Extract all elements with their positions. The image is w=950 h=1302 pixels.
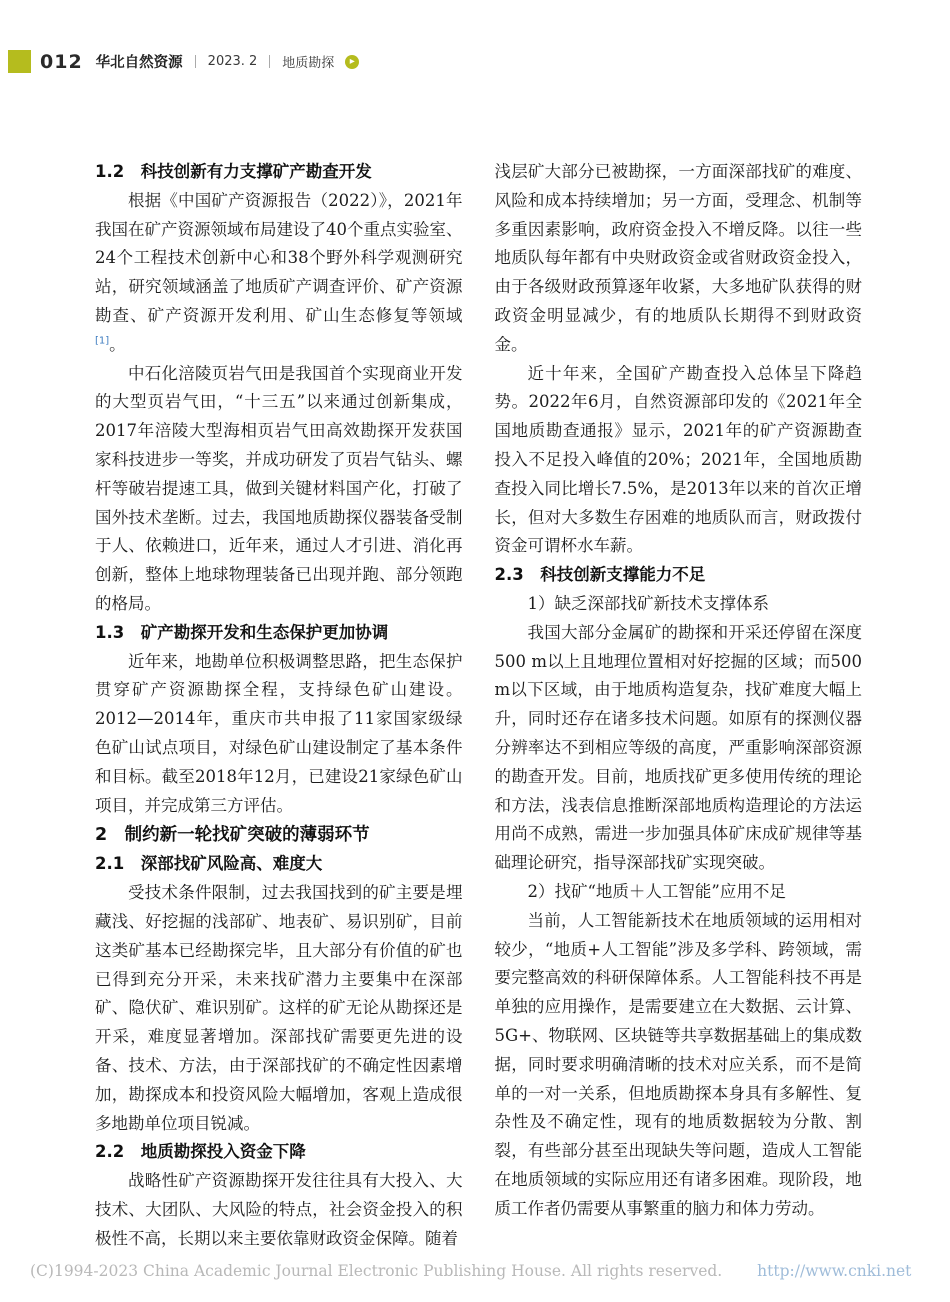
article-body: [95, 158, 862, 1253]
citation-reference-1[interactable]: [1]: [95, 335, 110, 347]
section-arrow-icon: ▸: [345, 55, 359, 69]
paragraph-funding-decline: 战略性矿产资源勘探开发往往具有大投入、大技术、大团队、大风险的特点，社会资金投入的积极性不高，长期以来主要依靠财政资金保障。随着: [95, 1171, 463, 1248]
section-heading-2-2: 2.2 地质勘探投入资金下降: [95, 1142, 306, 1162]
header-divider: [195, 55, 196, 68]
paragraph-metal-mine-depth: 我国大部分金属矿的勘探和开采还停留在深度500 m以上且地理位置相对好挖掘的区域；而500 m以下区域，由于地质构造复杂，找矿难度大幅上升，同时还存在诸多技术问题。如原有的探测仪器分辨率达不到相应等级的高度，严重影响深部资源的勘查开发。目前，地质找矿更多使用传统的理论和方法，浅表信息推断深部地质构造理论的方法运用尚不成熟，需进一步加强具体矿床成矿规律等基础理论研究，指导深部找矿实现突破。: [494, 622, 862, 873]
page-footer: [30, 1262, 911, 1280]
paragraph-ai-application: 当前，人工智能新技术在地质领域的运用相对较少，“地质+人工智能”涉及多学科、跨领域，需要完整高效的科研保障体系。人工智能科技不再是单独的应用操作，是需要建立在大数据、云计算、5G+、物联网、区块链等共享数据基础上的集成数据，同时要求明确清晰的技术对应关系，而不是简单的一对一关系，但地质勘探本身具有多解性、复杂性及不确定性，现有的地质数据较为分散、割裂，有些部分甚至出现缺失等问题，造成人工智能在地质领域的实际应用还有诸多困难。现阶段，地质工作者仍需要从事繁重的脑力和体力劳动。: [494, 910, 863, 1218]
page-header: [8, 50, 359, 73]
left-column: [95, 158, 463, 1253]
page-number: 012: [40, 50, 83, 73]
paragraph-fuling-shale-gas: 中石化涪陵页岩气田是我国首个实现商业开发的大型页岩气田，“十三五”以来通过创新集成，2017年涪陵大型海相页岩气田高效勘探开发获国家科技进步一等奖，并成功研发了页岩气钻头、螺杆等破岩提速工具，做到关键材料国产化，打破了国外技术垄断。过去，我国地质勘探仪器装备受制于人、依赖进口，近年来，通过人才引进、消化再创新，整体上地球物理装备已出现并跑、部分领跑的格局。: [95, 363, 463, 613]
right-column: [495, 158, 863, 1253]
paragraph-text: 。: [109, 334, 126, 354]
paragraph-text: 根据《中国矿产资源报告（2022）》，2021年我国在矿产资源领域布局建设了40个重点实验室、24个工程技术创新中心和38个野外科学观测研究站，研究领域涵盖了地质矿产调查评价、矿产资源勘查、矿产资源开发利用、矿山生态修复等领域: [95, 190, 463, 325]
section-heading-1-2: 1.2 科技创新有力支撑矿产勘查开发: [95, 162, 372, 181]
copyright-text: (C)1994-2023 China Academic Journal Electronic Publishing House. All rights reserved.: [30, 1262, 723, 1280]
paragraph-green-mine: 近年来，地勘单位积极调整思路，把生态保护贯穿矿产资源勘探全程，支持绿色矿山建设。2012—2014年，重庆市共申报了11家国家级绿色矿山试点项目，对绿色矿山建设制定了基本条件和目标。截至2018年12月，已建设21家绿色矿山项目，并完成第三方评估。: [95, 651, 463, 815]
section-heading-1-3: 1.3 矿产勘探开发和生态保护更加协调: [95, 622, 389, 642]
journal-section: 地质勘探: [282, 56, 335, 71]
section-heading-2-3: 2.3 科技创新支撑能力不足: [494, 565, 706, 585]
header-divider: [269, 55, 270, 68]
header-corner-mark: [8, 50, 31, 73]
paragraph-report-2022: [95, 187, 463, 360]
cnki-link[interactable]: http://www.cnki.net: [757, 1262, 912, 1280]
subheading-2-ai-geology: 2）找矿“地质＋人工智能”应用不足: [527, 881, 786, 901]
paragraph-deep-mining-risk: 受技术条件限制，过去我国找到的矿主要是埋藏浅、好挖掘的浅部矿、地表矿、易识别矿，目前这类矿基本已经勘探完毕，且大部分有价值的矿也已得到充分开采，未来找矿潜力主要集中在深部矿、隐伏矿、难识别矿。这样的矿无论从勘探还是开采，难度显著增加。深部找矿需要更先进的设备、技术、方法，由于深部找矿的不确定性因素增加，勘探成本和投资风险大幅增加，客观上造成很多地勘单位项目锐减。: [95, 883, 463, 1133]
paragraph-funding-decline-continued: 浅层矿大部分已被勘探，一方面深部找矿的难度、风险和成本持续增加；另一方面，受理念、机制等多重因素影响，政府资金投入不增反降。以往一些地质队每年都有中央财政资金或省财政资金投入，由于各级财政预算逐年收紧，大多地矿队获得的财政资金明显减少，有的地质队长期得不到财政资金。: [494, 162, 862, 354]
journal-title: 华北自然资源: [95, 55, 183, 71]
section-heading-2-1: 2.1 深部找矿风险高、难度大: [95, 854, 323, 874]
paragraph-investment-trend: 近十年来，全国矿产勘查投入总体呈下降趋势。2022年6月，自然资源部印发的《2021年全国地质勘查通报》显示，2021年的矿产资源勘查投入不足投入峰值的20%；2021年，全国地质勘查投入同比增长7.5%，是2013年以来的首次正增长，但对大多数生存困难的地质队而言，财政拨付资金可谓杯水车薪。: [494, 363, 862, 556]
journal-issue: 2023. 2: [207, 54, 258, 69]
subheading-1-deep-tech: 1）缺乏深部找矿新技术支撑体系: [527, 593, 769, 613]
section-heading-2: 2 制约新一轮找矿突破的薄弱环节: [95, 825, 370, 846]
